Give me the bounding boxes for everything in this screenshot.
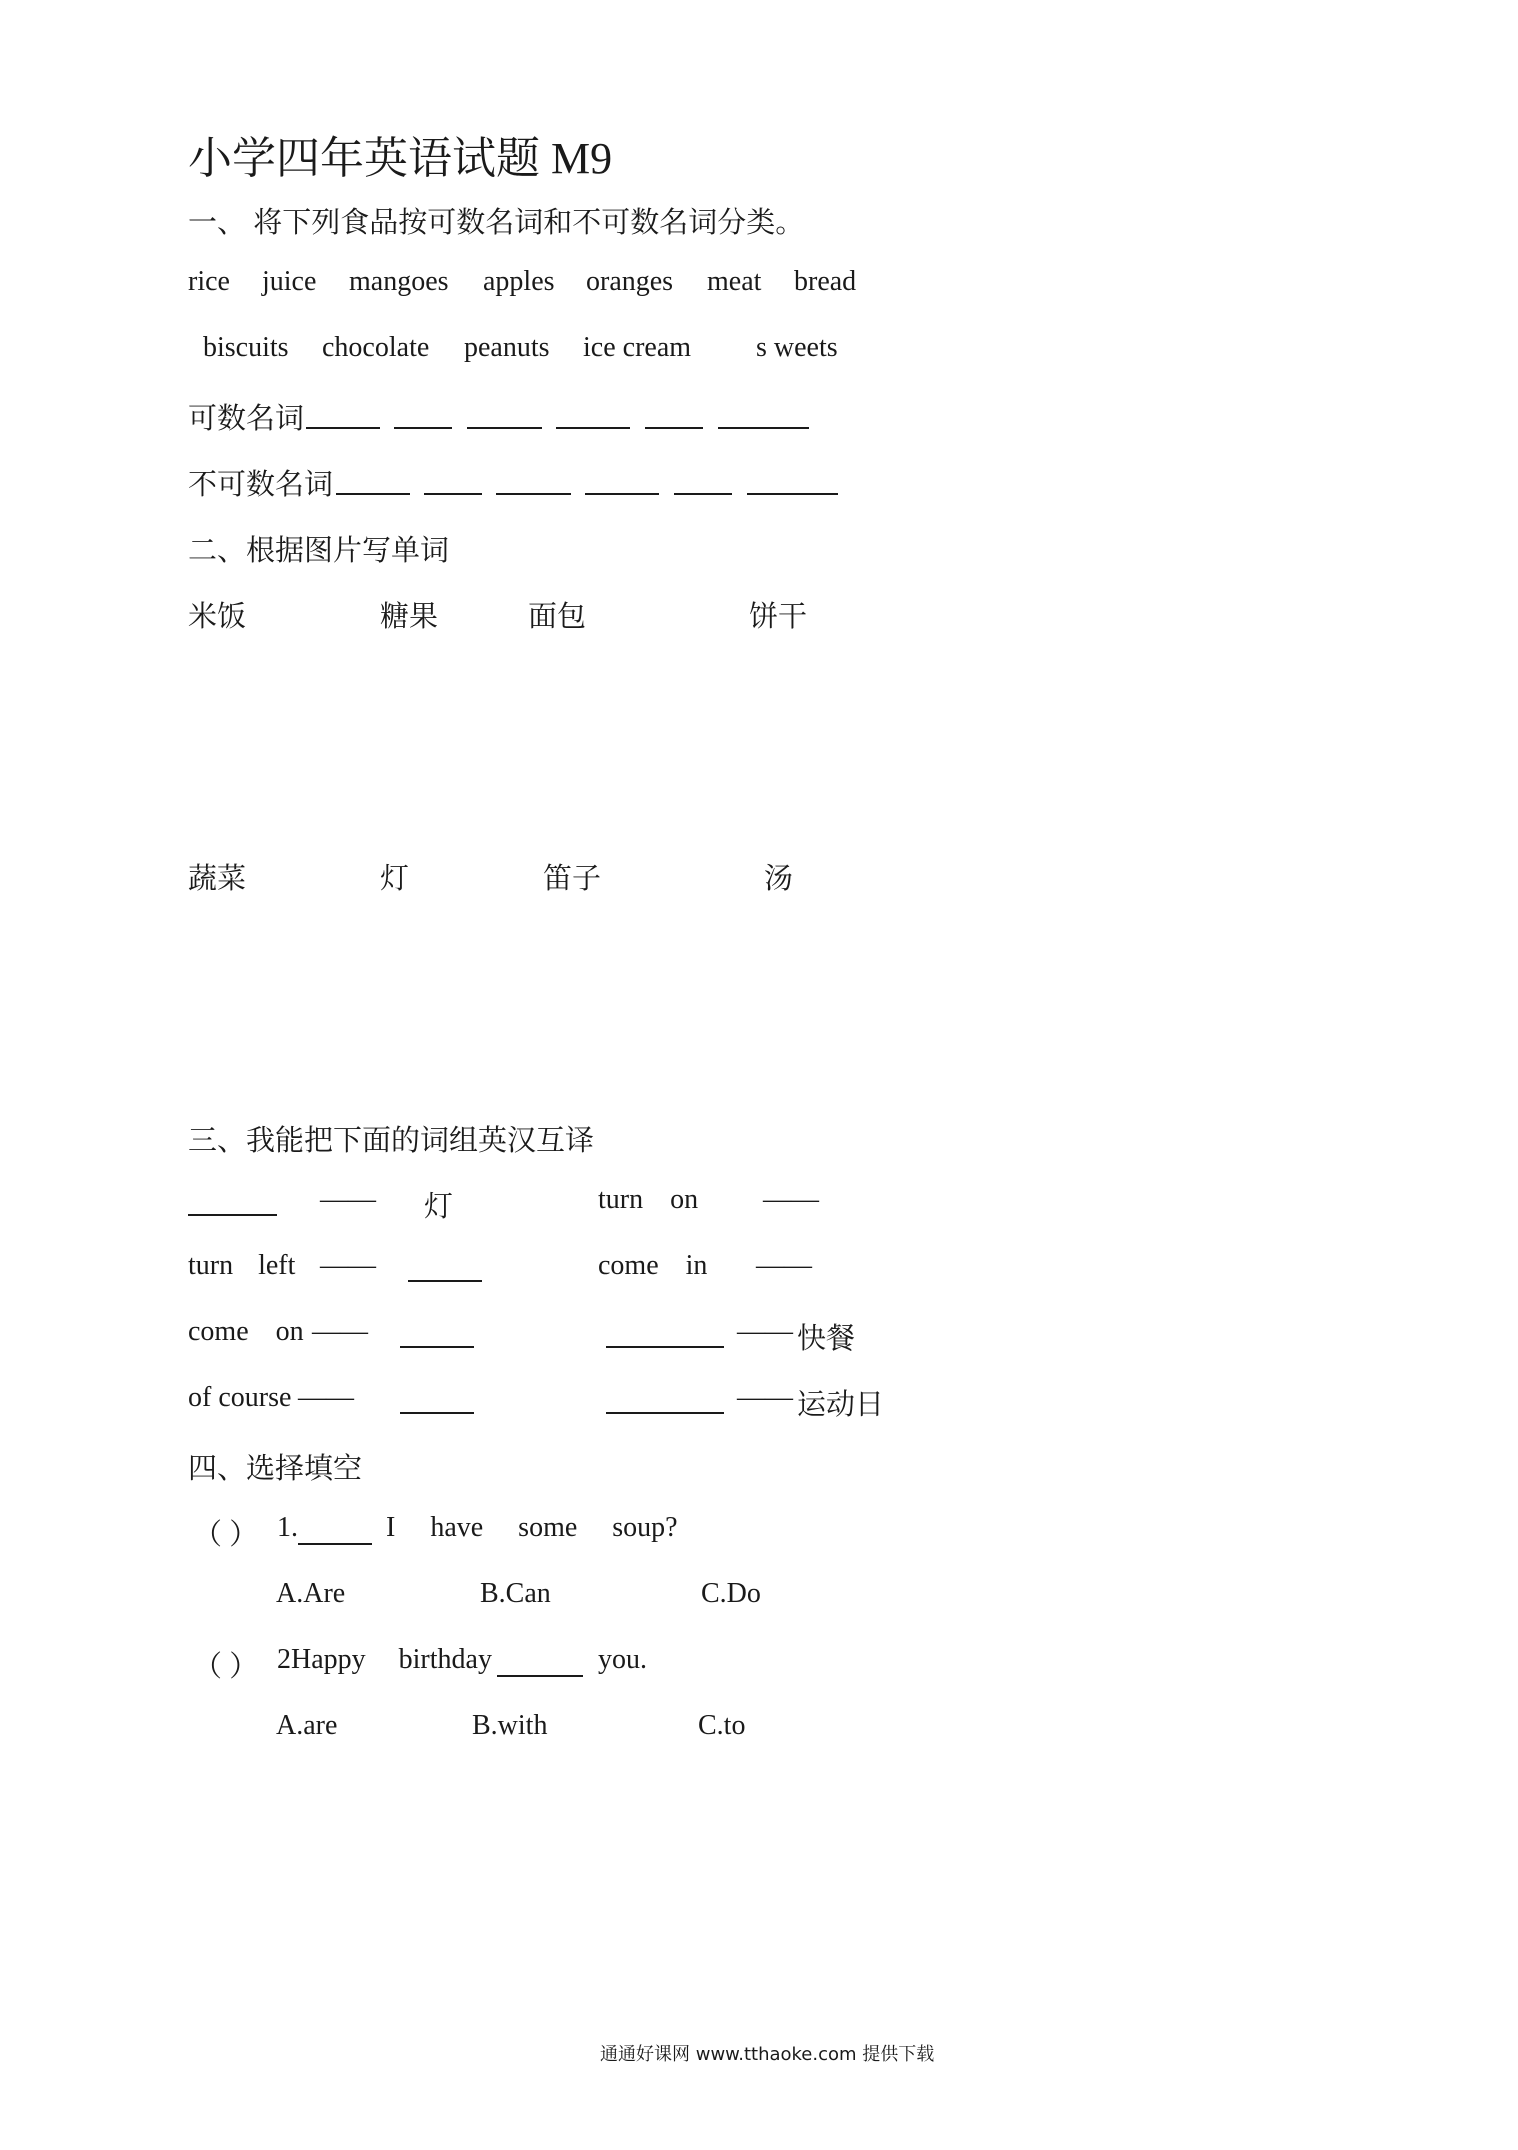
word-biscuits: biscuits: [203, 332, 289, 363]
uncountable-blank-1[interactable]: [336, 493, 410, 495]
r3-right-cn: 快餐: [797, 1323, 856, 1355]
q2-stem: 2Happy birthday: [277, 1644, 492, 1675]
section1-heading: 一、 将下列食品按可数名词和不可数名词分类。: [188, 207, 805, 239]
uncountable-blank-4[interactable]: [585, 493, 659, 495]
uncountable-blank-3[interactable]: [496, 493, 571, 495]
q1-paren: （ ）: [193, 1519, 259, 1551]
pic-label-vegetables: 蔬菜: [188, 863, 247, 895]
word-meat: meat: [707, 266, 762, 297]
r4-left-blank[interactable]: [400, 1412, 474, 1414]
pic-label-light: 灯: [380, 863, 410, 895]
q2-option-c[interactable]: C.to: [698, 1710, 746, 1741]
word-peanuts: peanuts: [464, 332, 550, 363]
word-bread: bread: [794, 266, 857, 297]
section2-heading: 二、根据图片写单词: [188, 535, 450, 567]
q2-text: you.: [598, 1644, 647, 1675]
uncountable-label: 不可数名词: [188, 469, 334, 501]
q2-option-b[interactable]: B.with: [472, 1710, 548, 1741]
q2-paren: （ ）: [193, 1651, 259, 1683]
page-title: 小学四年英语试题 M9: [188, 134, 613, 183]
q1-option-b[interactable]: B.Can: [480, 1578, 551, 1609]
q1-answer-blank[interactable]: [298, 1543, 372, 1545]
r4-dash-right: ——: [737, 1382, 793, 1413]
pic-label-biscuits: 饼干: [749, 601, 808, 633]
r4-left-en: of course: [188, 1382, 292, 1413]
r2-left-en: turn left: [188, 1250, 296, 1281]
r1-right-en: turn on: [598, 1184, 699, 1215]
word-sweets: s weets: [756, 332, 838, 363]
r2-left-blank[interactable]: [408, 1280, 482, 1282]
word-ice-cream: ice cream: [583, 332, 692, 363]
r2-dash-left: ——: [320, 1250, 376, 1281]
r4-right-cn: 运动日: [797, 1389, 885, 1421]
r4-dash-left: ——: [298, 1382, 354, 1413]
r3-left-blank[interactable]: [400, 1346, 474, 1348]
countable-blank-1[interactable]: [306, 427, 380, 429]
countable-blank-3[interactable]: [467, 427, 542, 429]
pic-label-flute: 笛子: [543, 863, 602, 895]
q2-answer-blank[interactable]: [497, 1675, 583, 1677]
word-mangoes: mangoes: [349, 266, 449, 297]
uncountable-blank-2[interactable]: [424, 493, 482, 495]
q2-option-a[interactable]: A.are: [276, 1710, 338, 1741]
footer-credit: 通通好课网 www.tthaoke.com 提供下载: [600, 2044, 935, 2065]
pic-label-sweets: 糖果: [380, 601, 439, 633]
uncountable-blank-6[interactable]: [747, 493, 838, 495]
r2-dash-right: ——: [756, 1250, 812, 1281]
r3-dash-right: ——: [737, 1316, 793, 1347]
countable-blank-6[interactable]: [718, 427, 809, 429]
section4-heading: 四、选择填空: [188, 1453, 363, 1485]
r1-left-cn: 灯: [424, 1191, 454, 1223]
word-rice: rice: [188, 266, 230, 297]
q1-option-a[interactable]: A.Are: [276, 1578, 346, 1609]
countable-blank-4[interactable]: [556, 427, 630, 429]
word-juice: juice: [262, 266, 317, 297]
countable-blank-2[interactable]: [394, 427, 452, 429]
r3-left-en: come on: [188, 1316, 304, 1347]
word-chocolate: chocolate: [322, 332, 430, 363]
q1-text: I have some soup?: [386, 1512, 678, 1543]
pic-label-soup: 汤: [764, 863, 794, 895]
r3-dash-left: ——: [312, 1316, 368, 1347]
countable-blank-5[interactable]: [645, 427, 703, 429]
word-apples: apples: [483, 266, 555, 297]
pic-label-rice: 米饭: [188, 601, 247, 633]
pic-label-bread: 面包: [528, 601, 587, 633]
r1-dash-left: ——: [320, 1184, 376, 1215]
countable-label: 可数名词: [188, 403, 305, 435]
word-oranges: oranges: [586, 266, 674, 297]
r4-right-blank[interactable]: [606, 1412, 724, 1414]
section3-heading: 三、我能把下面的词组英汉互译: [188, 1125, 595, 1157]
r3-right-blank[interactable]: [606, 1346, 724, 1348]
q1-number: 1.: [277, 1512, 298, 1543]
r1-dash-right: ——: [763, 1184, 819, 1215]
uncountable-blank-5[interactable]: [674, 493, 732, 495]
q1-option-c[interactable]: C.Do: [701, 1578, 761, 1609]
r1-left-blank[interactable]: [188, 1214, 277, 1216]
r2-right-en: come in: [598, 1250, 708, 1281]
